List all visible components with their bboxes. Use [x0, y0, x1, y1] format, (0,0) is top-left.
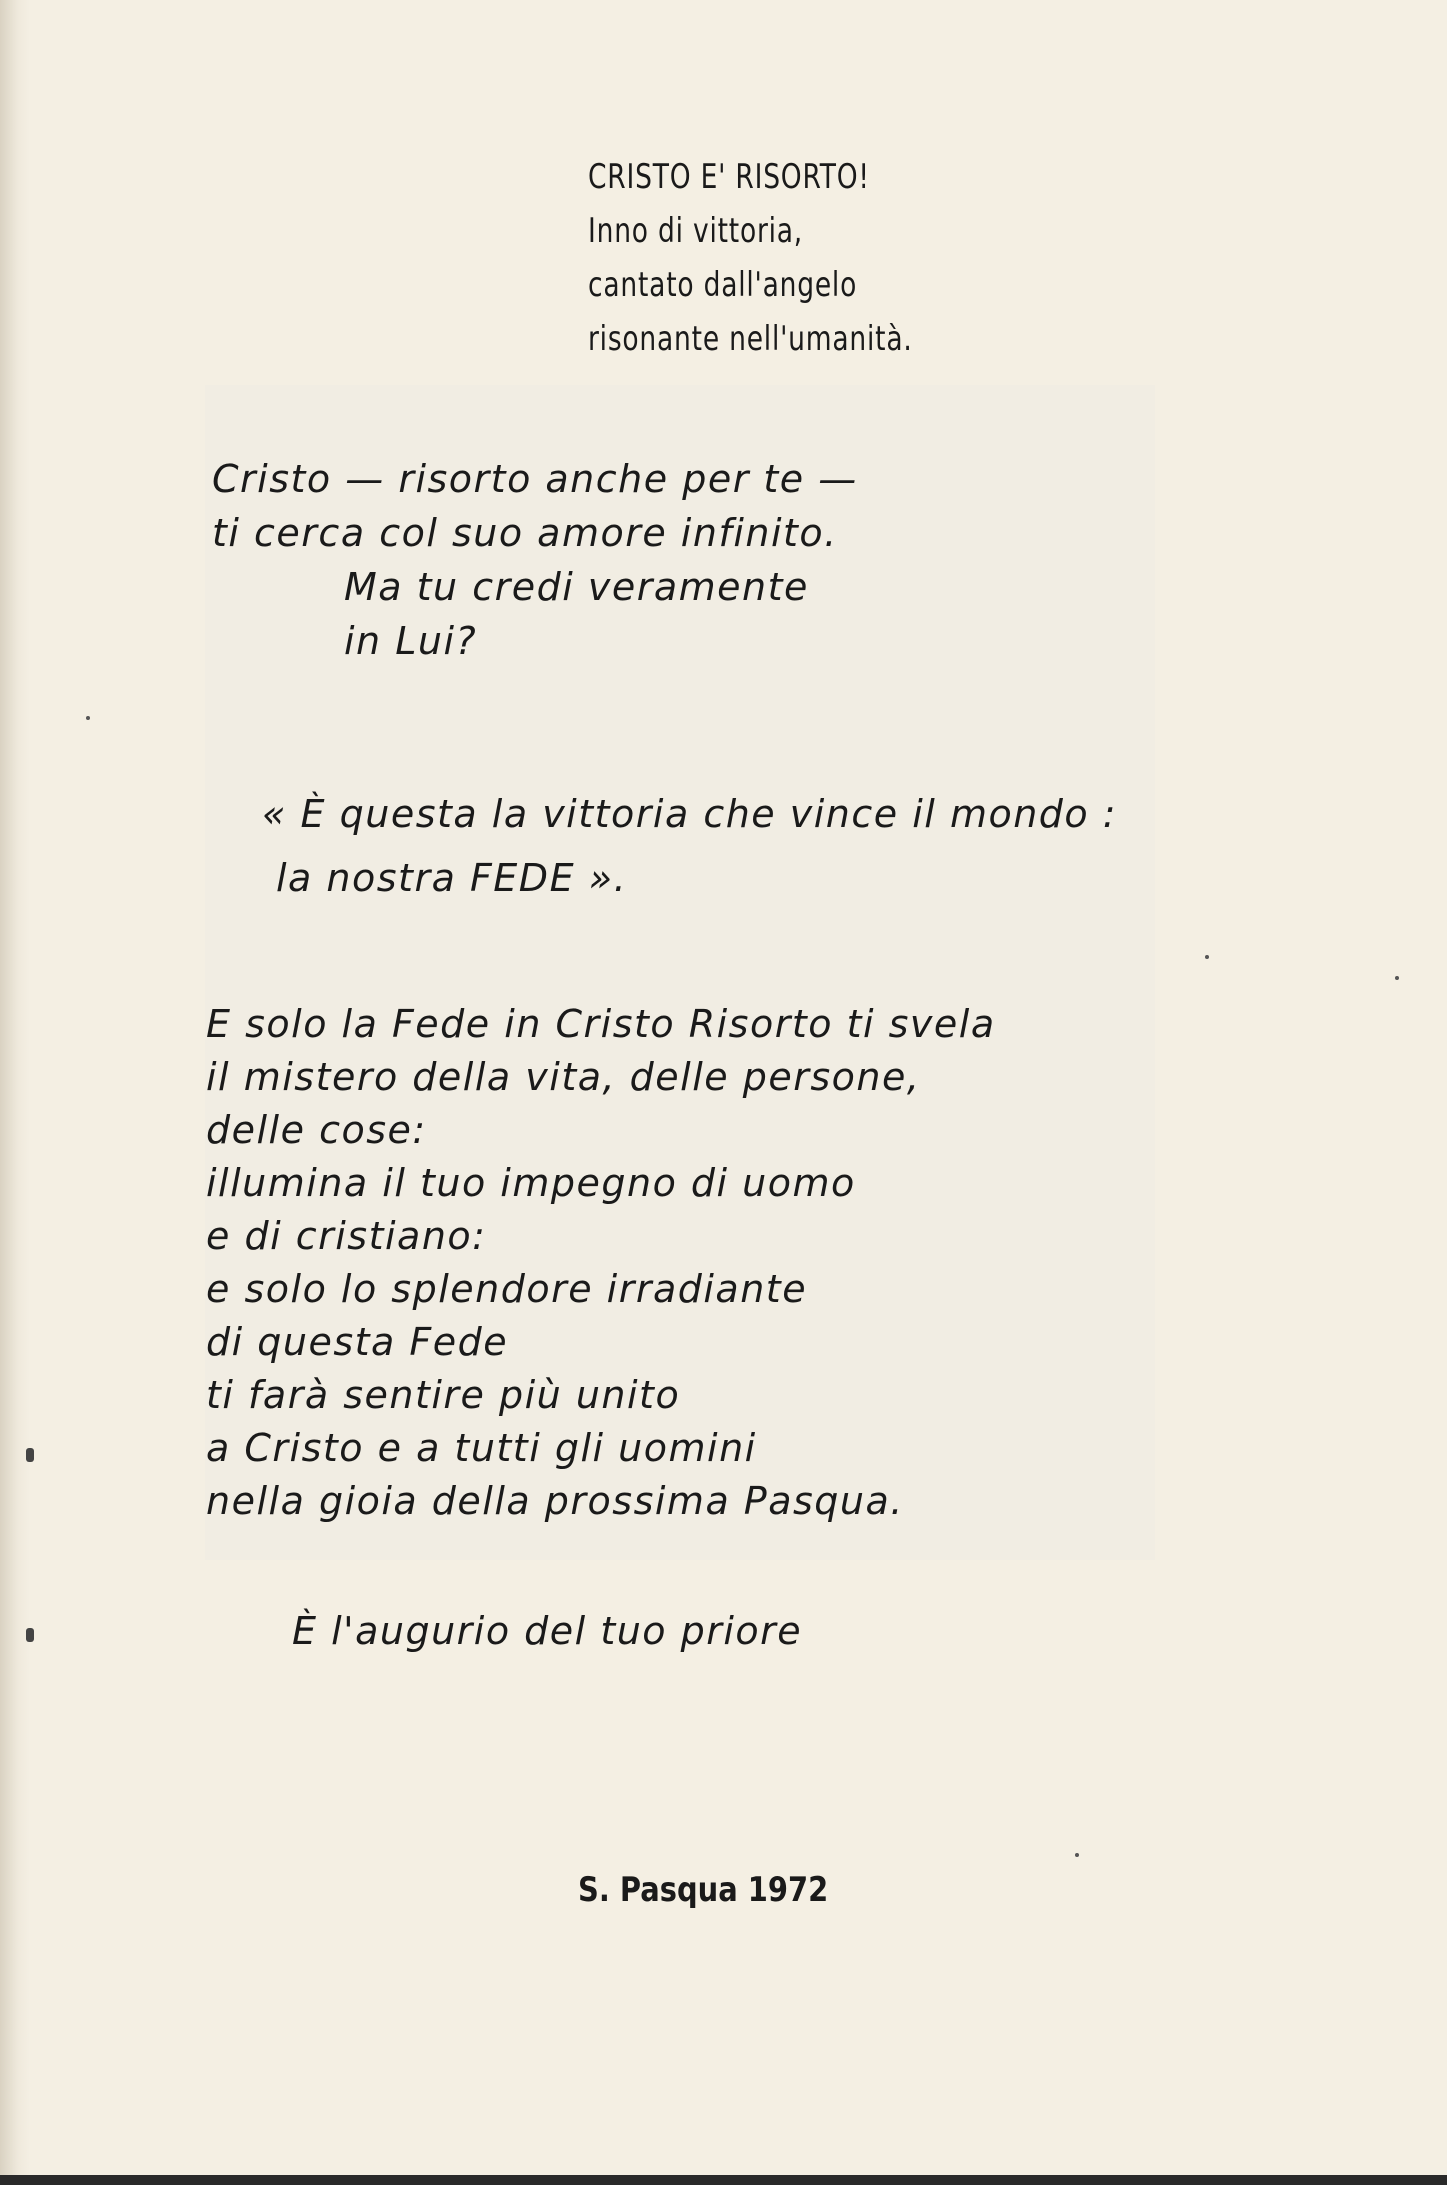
poem-header [588, 150, 913, 366]
stanza-line: ti cerca col suo amore infinito. [212, 511, 838, 555]
scan-bottom-edge [0, 2175, 1447, 2185]
stanza-line: e di cristiano: [206, 1214, 487, 1258]
paper-speck [1075, 1853, 1079, 1857]
stanza-line: nella gioia della prossima Pasqua. [206, 1479, 904, 1523]
header-line: cantato dall'angelo [588, 265, 858, 305]
stanza-line: illumina il tuo impegno di uomo [206, 1161, 856, 1205]
binding-hole [26, 1448, 34, 1462]
stanza-1 [212, 452, 858, 668]
stanza-line: Cristo — risorto anche per te — [212, 457, 858, 501]
stanza-line: E solo la Fede in Cristo Risorto ti svela [206, 1002, 996, 1046]
stanza-3 [206, 998, 996, 1528]
header-title: CRISTO E' RISORTO! [588, 157, 870, 197]
paper-speck [86, 716, 90, 720]
paper-speck [1395, 976, 1399, 980]
quote-line: la nostra FEDE ». [276, 856, 628, 900]
stanza-line: e solo lo splendore irradiante [206, 1267, 808, 1311]
stanza-line: Ma tu credi veramente [344, 565, 809, 609]
paper-speck [1205, 955, 1209, 959]
stanza-line: delle cose: [206, 1108, 427, 1152]
quote-line: « È questa la vittoria che vince il mondo : [262, 792, 1118, 836]
header-line: risonante nell'umanità. [588, 319, 913, 359]
stanza-line: ti farà sentire più unito [206, 1373, 681, 1417]
stanza-line: di questa Fede [206, 1320, 509, 1364]
stanza-line: il mistero della vita, delle persone, [206, 1055, 921, 1099]
page-edge [0, 0, 30, 2185]
stanza-line: a Cristo e a tutti gli uomini [206, 1426, 757, 1470]
header-line: Inno di vittoria, [588, 211, 804, 251]
stanza-line: in Lui? [344, 619, 478, 663]
faith-quote [262, 782, 1117, 910]
binding-hole [26, 1628, 34, 1642]
greeting: È l'augurio del tuo priore [292, 1609, 803, 1653]
date-footer: S. Pasqua 1972 [578, 1870, 829, 1910]
